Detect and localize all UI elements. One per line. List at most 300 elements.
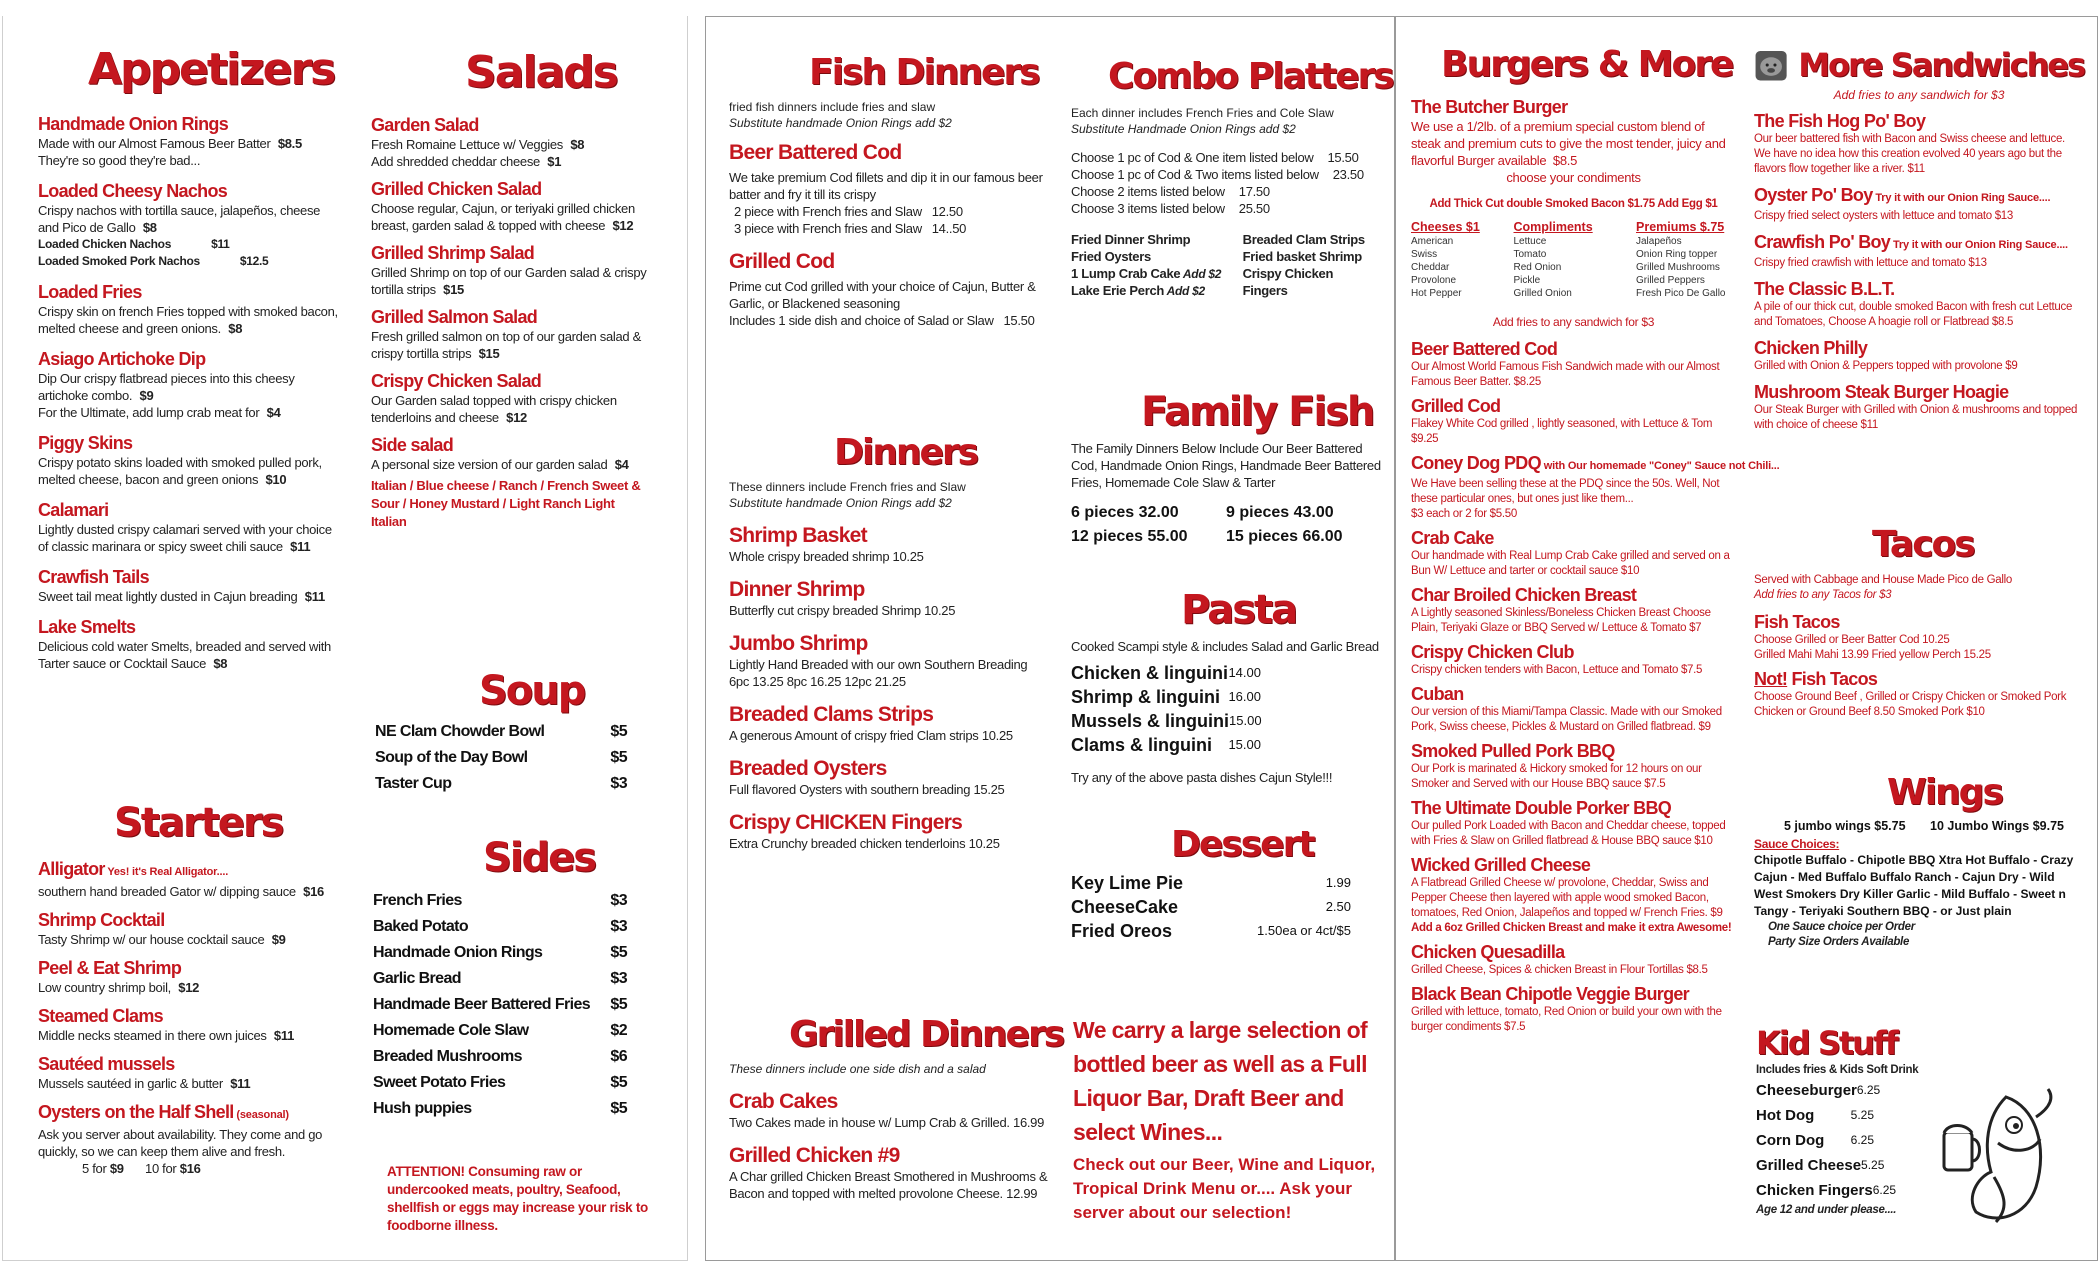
- item-name: Coney Dog PDQ with Our homemade "Coney" Sauce not Chili...: [1411, 453, 1780, 473]
- item-description: Whole crispy breaded shrimp 10.25: [729, 549, 924, 564]
- menu-item: [371, 435, 651, 473]
- menu-item: [371, 371, 651, 426]
- item-name: Cuban: [1411, 684, 1464, 704]
- fish-mascot-icon: [1936, 1077, 2056, 1227]
- item-name: Grilled Chicken Salad: [371, 179, 542, 199]
- item-description: A generous Amount of crispy fried Clam strips 10.25: [729, 728, 1013, 743]
- item-name: The Classic B.L.T.: [1754, 279, 1895, 299]
- item-tag: Try it with our Onion Ring Sauce....: [1872, 192, 2051, 204]
- item-price: $2: [610, 1022, 627, 1039]
- item-description: Our Pork is marinated & Hickory smoked for 12 hours on our Smoker and Served with our House BBQ sauce $7.5: [1411, 763, 1702, 790]
- combo-item: Crispy Chicken Fingers: [1242, 266, 1334, 298]
- condiment-option: American: [1411, 236, 1454, 247]
- item-price: $3: [610, 970, 627, 987]
- family-fish-title: Family Fish: [1141, 389, 1374, 435]
- item-description: Prime cut Cod grilled with your choice of Cajun, Butter & Garlic, or Blackened seasoning: [729, 279, 1036, 311]
- menu-item: Grilled Cod Prime cut Cod grilled with your choice of Cajun, Butter & Garlic, or Blackened seasoning Includes 1 side dish and choice of Salad or Slaw 15.50: [729, 249, 1049, 329]
- side-row: [373, 1070, 627, 1096]
- menu-item: Fish Tacos Choose Grilled or Beer Batter Cod 10.25 Grilled Mahi Mahi 13.99 Fried yellow Perch 15.25: [1754, 612, 1991, 661]
- item-price: $3: [610, 775, 627, 792]
- condiment-option: Onion Ring topper: [1636, 249, 1718, 260]
- soup-row: [375, 745, 627, 771]
- item-name: Taster Cup: [375, 775, 452, 792]
- side-row: [373, 1018, 627, 1044]
- side-row: [373, 966, 627, 992]
- item-name: Hush puppies: [373, 1100, 472, 1117]
- item-description: Our version of this Miami/Tampa Classic. Made with our Smoked Pork, Swiss cheese, Pickles & Mustard on Grilled flatbread. $9: [1411, 706, 1722, 733]
- item-price: 15.00: [1229, 713, 1262, 728]
- item-name: Loaded Cheesy Nachos: [38, 181, 228, 201]
- item-description: We use a 1/2lb. of a premium special custom blend of steak and premium cuts to give the most tender, juicy and flavorful Burger available $8.5: [1411, 119, 1726, 168]
- item-price: $3: [610, 918, 627, 935]
- menu-item: [1754, 111, 2084, 177]
- item-name: Homemade Cole Slaw: [373, 1022, 529, 1039]
- item-description: Choose regular, Cajun, or teriyaki grilled chicken breast, garden salad & topped with cheese $12: [371, 201, 635, 233]
- item-description: Grilled Shrimp on top of our Garden salad & crispy tortilla strips $15: [371, 265, 647, 297]
- sandwiches-section: More Sandwiches Add fries to any sandwich for $3 The Fish Hog Po' Boy Our beer battered fish with Bacon and Swiss cheese and lettuce. We have no idea how this creation evolved 40 years ago but the flavors flow together like a river. $11 Oyster Po' Boy Try it with our Onion Ring Sauce.... Crispy fried select oysters with lettuce and tomato $13 Crawfish Po' Boy Try it with our Onion Ring Sauce.... Crispy fried crawfish with lettuce and tomato $13 The Classic B.L.T. A pile of our thick cut, double smoked Bacon with fresh cut Lettuce and Tomatoes, Choose A hoagie roll or Flatbread $8.5 Chicken Philly Grilled with Onion & Peppers topped with provolone $9 Mushroom Steak Burger Hoagie Our Steak Burger with Grilled with Onion & mushrooms and topped with choice of cheese $11: [1754, 43, 2084, 433]
- item-description-extra: 6pc 13.25 8pc 16.25 12pc 21.25: [729, 674, 906, 689]
- item-description: Fresh grilled salmon on top of our garden salad & crispy tortilla strips $15: [371, 329, 642, 361]
- item-description: Mussels sautéed in garlic & butter $11: [38, 1076, 251, 1091]
- menu-item: [1411, 339, 1736, 390]
- menu-item: [38, 859, 338, 900]
- combo-choice: Choose 1 pc of Cod & One item listed below 15.50: [1071, 150, 1359, 165]
- item-name: Piggy Skins: [38, 433, 133, 453]
- burgers-title: Burgers & More: [1441, 44, 1733, 85]
- menu-item: [1411, 942, 1736, 978]
- sandwiches-title: More Sandwiches: [1798, 46, 2084, 84]
- item-price: $8: [567, 137, 585, 152]
- item-price: 1.99: [1325, 875, 1351, 890]
- item-price: $8: [224, 321, 243, 336]
- item-description: Made with our Almost Famous Beer Batter $8.5: [38, 136, 302, 151]
- starters-title: Starters: [114, 800, 283, 846]
- menu-item: [729, 810, 1049, 852]
- item-name: Breaded Mushrooms: [373, 1048, 522, 1065]
- item-price: 2.50: [1325, 899, 1351, 914]
- item-name: Crab Cakes: [729, 1090, 838, 1113]
- item-price: $11: [226, 1076, 251, 1091]
- combo-item: 1 Lump Crab Cake Add $2: [1071, 266, 1222, 281]
- menu-item: [729, 1143, 1049, 1202]
- fish-note: fried fish dinners include fries and slaw: [729, 100, 936, 114]
- item-price: $9: [268, 932, 286, 947]
- item-name: Loaded Fries: [38, 282, 142, 302]
- menu-item: [38, 910, 338, 948]
- item-price: 6.25: [1856, 1083, 1881, 1097]
- kid-stuff-title: Kid Stuff: [1756, 1024, 1897, 1062]
- menu-item: [38, 500, 338, 555]
- item-price: 14.00: [1228, 665, 1261, 680]
- item-name: Crawfish Tails: [38, 567, 149, 587]
- item-description-extra: $3 each or 2 for $5.50: [1411, 508, 1517, 520]
- item-price: $8: [210, 656, 228, 671]
- item-description: Butterfly cut crispy breaded Shrimp 10.25: [729, 603, 956, 618]
- item-price: $8: [139, 220, 157, 235]
- sandwiches-column: [1754, 17, 2084, 1260]
- item-name: Mussels & linguini: [1071, 711, 1230, 731]
- menu-item: [1754, 279, 2084, 330]
- combo-choice: Choose 3 items listed below 25.50: [1071, 201, 1270, 216]
- menu-item: [38, 1102, 338, 1177]
- dessert-row: [1071, 895, 1351, 919]
- menu-panel-left: [2, 16, 688, 1261]
- menu-panel-right: [1395, 16, 2098, 1261]
- item-name: Beer Battered Cod: [1411, 339, 1558, 359]
- item-name: Breaded Clams Strips: [729, 703, 934, 726]
- item-name: Side salad: [371, 435, 454, 455]
- item-name: Garden Salad: [371, 115, 479, 135]
- item-description: Crispy chicken tenders with Bacon, Lettuce and Tomato $7.5: [1411, 664, 1703, 676]
- grilled-dinners-title: Grilled Dinners: [789, 1014, 1064, 1055]
- item-name: The Ultimate Double Porker BBQ: [1411, 798, 1672, 818]
- item-price: $4: [611, 457, 629, 472]
- item-name: Grilled Cheese: [1756, 1157, 1862, 1174]
- side-row: [373, 1096, 627, 1122]
- item-price: $12: [609, 218, 634, 233]
- dressing-list: Italian / Blue cheese / Ranch / French Sweet & Sour / Honey Mustard / Light Ranch Light Italian: [371, 478, 641, 529]
- item-name: Key Lime Pie: [1071, 873, 1184, 893]
- item-price: $6: [610, 1048, 627, 1065]
- sides-title: Sides: [483, 835, 596, 881]
- item-name: Oysters on the Half Shell (seasonal): [38, 1102, 289, 1122]
- menu-item: [371, 243, 651, 298]
- fish-dinners-section: [729, 52, 1049, 329]
- item-description: Crispy fried crawfish with lettuce and tomato $13: [1754, 257, 1987, 269]
- item-description: A personal size version of our garden salad $4: [371, 457, 629, 472]
- item-name: Peel & Eat Shrimp: [38, 958, 182, 978]
- condiment-option: Swiss: [1411, 249, 1438, 260]
- item-description: Grilled with Onion & Peppers topped with provolone $9: [1754, 360, 2018, 372]
- menu-item: [38, 282, 338, 337]
- item-description: Lightly Hand Breaded with our own Southern Breading: [729, 657, 1028, 672]
- combo-item: Lake Erie Perch Add $2: [1071, 283, 1205, 298]
- menu-item: [1411, 585, 1736, 636]
- combo-choice: Choose 1 pc of Cod & Two items listed below 23.50: [1071, 167, 1364, 182]
- item-description: Lightly dusted crispy calamari served with your choice of classic marinara or spicy sweet chili sauce $11: [38, 522, 332, 554]
- fish-column: [729, 17, 1064, 1260]
- menu-item: [1411, 741, 1736, 792]
- item-name: Grilled Shrimp Salad: [371, 243, 535, 263]
- family-fish-section: Family Fish The Family Dinners Below Include Our Beer Battered Cod, Handmade Onion Rings, Handmade Beer Battered Fries, Homemade Cole Slaw & Tarter 6 pieces 32.00 12 pieces 55.00 9 pieces 43.00 15 pieces 66.00: [1071, 389, 1381, 545]
- fish-dinners-title: Fish Dinners: [809, 52, 1039, 93]
- combo-platters-title: Combo Platters: [1108, 56, 1393, 97]
- kid-row: [1756, 1103, 1874, 1128]
- item-description: Two Cakes made in house w/ Lump Crab & Grilled. 16.99: [729, 1115, 1045, 1130]
- item-description: Sweet tail meat lightly dusted in Cajun breading $11: [38, 589, 325, 604]
- item-description: Our handmade with Real Lump Crab Cake grilled and served on a Bun W/ Lettuce and tarter or cocktail sauce $10: [1411, 550, 1730, 577]
- item-name: Sautéed mussels: [38, 1054, 175, 1074]
- menu-item: [1411, 642, 1736, 678]
- condiment-option: Grilled Peppers: [1636, 275, 1705, 286]
- condiment-option: Provolone: [1411, 275, 1457, 286]
- item-description: Tasty Shrimp w/ our house cocktail sauce $9: [38, 932, 286, 947]
- item-name: Grilled Cod: [729, 250, 835, 273]
- condiment-table: Cheeses $1 American Swiss Cheddar Provolone Hot Pepper Compliments Lettuce Tomato Red Onion Pickle Grilled Onion Premiums $.75 Jalapeños Onion Ring topper Grilled Mushrooms Grilled Peppers Fresh Pico De Gallo: [1411, 219, 1736, 300]
- item-price: 6.25: [1850, 1133, 1874, 1147]
- pasta-row: [1071, 733, 1261, 757]
- menu-item: [1754, 185, 2084, 224]
- item-name: Handmade Beer Battered Fries: [373, 996, 591, 1013]
- item-name: The Fish Hog Po' Boy: [1754, 111, 1926, 131]
- item-name: Crispy Chicken Club: [1411, 642, 1574, 662]
- item-description: Crispy nachos with tortilla sauce, jalapeños, cheese and Pico de Gallo $8: [38, 203, 321, 235]
- menu-item: [1411, 855, 1736, 936]
- item-description: Ask you server about availability. They come and go quickly, so we can keep them alive and fresh.: [38, 1127, 323, 1159]
- dinners-title: Dinners: [834, 432, 978, 473]
- menu-item: [1411, 396, 1736, 447]
- pasta-row: [1071, 661, 1261, 685]
- item-name: Sweet Potato Fries: [373, 1074, 506, 1091]
- item-price: $5: [610, 944, 627, 961]
- item-description: Crispy potato skins loaded with smoked pulled pork, melted cheese, bacon and green onions $10: [38, 455, 322, 487]
- item-extra: 5 for $9 10 for $16: [82, 1161, 201, 1176]
- item-extra: Loaded Chicken Nachos $11: [38, 237, 230, 251]
- menu-item: Beer Battered Cod We take premium Cod fillets and dip it in our famous beer batter and fry it till its crispy 2 piece with French fries and Slaw 12.50 3 piece with French fries and Slaw 14..50: [729, 140, 1049, 237]
- item-name: Chicken & linguini: [1071, 663, 1229, 683]
- item-name: Grilled Cod: [1411, 396, 1501, 416]
- item-name: Breaded Oysters: [729, 757, 887, 780]
- combo-item: Fried basket Shrimp: [1242, 249, 1362, 264]
- item-description-extra: They're so good they're bad...: [38, 153, 201, 168]
- item-price: $11: [270, 1028, 295, 1043]
- item-name: Alligator Yes! it's Real Alligator....: [38, 859, 229, 879]
- menu-panel-middle: [705, 16, 1395, 1261]
- item-price: $12: [502, 410, 527, 425]
- menu-item: [38, 617, 338, 672]
- wings-section: Wings 5 jumbo wings $5.75 10 Jumbo Wings $9.75 Sauce Choices: Chipotle Buffalo - Chipotle BBQ Xtra Hot Buffalo - Crazy Cajun - Med Buffalo Buffalo Ranch - Cajun Dry - Wild West Smokers Dry Killer Garlic - Mild Buffalo - Sweet n Tangy - Teriyaki Southern BBQ - or Just plain One Sauce choice per Order Party Size Orders Available: [1754, 775, 2084, 950]
- item-description: Full flavored Oysters with southern breading 15.25: [729, 782, 1005, 797]
- item-price: $11: [286, 539, 311, 554]
- item-description: Extra Crunchy breaded chicken tenderloins 10.25: [729, 836, 1000, 851]
- item-price: $11: [301, 589, 325, 604]
- item-price: 6.25: [1872, 1183, 1897, 1197]
- combo-choice: Choose 2 items listed below 17.50: [1071, 184, 1270, 199]
- item-name: Clams & linguini: [1071, 735, 1213, 755]
- combo-items: [1071, 231, 1381, 299]
- item-description: Flakey White Cod grilled , lightly seasoned, with Lettuce & Tom $9.25: [1411, 418, 1713, 445]
- item-name: Crawfish Po' Boy Try it with our Onion Ring Sauce....: [1754, 232, 2068, 252]
- item-name: Grilled Salmon Salad: [371, 307, 538, 327]
- item-name: Grilled Chicken #9: [729, 1144, 900, 1167]
- item-price: 5.25: [1850, 1108, 1874, 1122]
- combo-column: [1071, 17, 1393, 1260]
- item-description: Middle necks steamed in there own juices $11: [38, 1028, 295, 1043]
- menu-item: [1411, 798, 1736, 849]
- item-name: Corn Dog: [1756, 1132, 1825, 1149]
- condiment-option: Jalapeños: [1636, 236, 1682, 247]
- menu-item: [1754, 232, 2084, 271]
- menu-item: [38, 958, 338, 996]
- menu-item: [38, 181, 338, 270]
- menu-item: [371, 307, 651, 362]
- item-name: Jumbo Shrimp: [729, 632, 868, 655]
- item-name: Dinner Shrimp: [729, 578, 865, 601]
- item-price: $5: [610, 749, 627, 766]
- menu-item: [1411, 984, 1736, 1035]
- item-price: 1.50ea or 4ct/$5: [1257, 923, 1351, 938]
- item-description: Grilled Cheese, Spices & chicken Breast in Flour Tortillas $8.5: [1411, 964, 1708, 976]
- side-row: [373, 914, 627, 940]
- item-name: Chicken Philly: [1754, 338, 1868, 358]
- item-name: Handmade Onion Rings: [373, 944, 543, 961]
- item-name: Shrimp & linguini: [1071, 687, 1220, 707]
- item-tag: Try it with our Onion Ring Sauce....: [1890, 239, 2068, 251]
- item-price: $5: [610, 1074, 627, 1091]
- item-price: $16: [299, 884, 324, 899]
- menu-item: [371, 179, 651, 234]
- item-name: Lake Smelts: [38, 617, 136, 637]
- item-price: $8.5: [274, 136, 302, 151]
- dessert-title: Dessert: [1171, 824, 1314, 865]
- item-name: Crab Cake: [1411, 528, 1494, 548]
- item-name: CheeseCake: [1071, 897, 1179, 917]
- item-name: Black Bean Chipotle Veggie Burger: [1411, 984, 1689, 1004]
- dessert-section: [1071, 824, 1381, 943]
- menu-item: [1411, 684, 1736, 735]
- dessert-row: [1071, 871, 1351, 895]
- condiment-option: Pickle: [1513, 275, 1541, 286]
- item-name: Soup of the Day Bowl: [375, 749, 528, 766]
- item-price: $15: [475, 346, 500, 361]
- sides-section: [373, 835, 627, 1122]
- kid-row: [1756, 1178, 1897, 1203]
- item-description: We take premium Cod fillets and dip it in our famous beer batter and fry it till its crispy: [729, 170, 1043, 202]
- item-name: Baked Potato: [373, 918, 469, 935]
- item-name: Char Broiled Chicken Breast: [1411, 585, 1637, 605]
- side-row: [373, 992, 627, 1018]
- menu-item: [729, 631, 1049, 690]
- side-row: [373, 940, 627, 966]
- item-name: Asiago Artichoke Dip: [38, 349, 206, 369]
- menu-item: [729, 1089, 1049, 1131]
- soup-row: [375, 719, 627, 745]
- appetizers-column: [38, 16, 338, 1260]
- item-price: 16.00: [1228, 689, 1261, 704]
- fish-substitute-note: Substitute handmade Onion Rings add $2: [729, 116, 952, 130]
- item-name: Handmade Onion Rings: [38, 114, 229, 134]
- item-description: Our Garden salad topped with crispy chicken tenderloins and cheese $12: [371, 393, 617, 425]
- item-tag: (seasonal): [233, 1109, 289, 1121]
- kid-stuff-section: Kid Stuff Includes fries & Kids Soft Drink Cheeseburger 6.25 Hot Dog 5.25 Corn Dog 6.25 Grilled Cheese 5.25 Chicken Fingers 6.25 Age 12 and under please....: [1756, 1027, 2086, 1218]
- item-price: $10: [262, 472, 287, 487]
- item-name: Cheeseburger: [1756, 1082, 1857, 1099]
- side-row: [373, 1044, 627, 1070]
- salads-column: [371, 16, 651, 1260]
- item-description: Our Almost World Famous Fish Sandwich made with our Almost Famous Beer Batter. $8.25: [1411, 361, 1720, 388]
- salads-section: [371, 47, 651, 531]
- item-tag: Yes! it's Real Alligator....: [104, 866, 229, 878]
- item-name: Hot Dog: [1756, 1107, 1815, 1124]
- grilled-dinners-section: Grilled Dinners These dinners include one side dish and a salad Crab Cakes Two Cakes made in house w/ Lump Crab & Grilled. 16.99 Grilled Chicken #9 A Char grilled Chicken Breast Smothered in Mushrooms & Bacon and topped with melted provolone Cheese. 12.99: [729, 1014, 1064, 1201]
- item-extra: Loaded Smoked Pork Nachos $12.5: [38, 254, 269, 268]
- combo-item: Fried Oysters: [1071, 249, 1151, 264]
- menu-item: [1411, 453, 1780, 522]
- combo-item: Breaded Clam Strips: [1242, 232, 1365, 247]
- item-name: Chicken Quesadilla: [1411, 942, 1565, 962]
- item-description: Dip Our crispy flatbread pieces into this cheesy artichoke combo. $9: [38, 371, 295, 403]
- item-description: Our beer battered fish with Bacon and Swiss cheese and lettuce. We have no idea how this creation evolved 40 years ago but the flavors flow together like a river. $11: [1754, 133, 2065, 175]
- pasta-row: [1071, 709, 1261, 733]
- condiment-option: Tomato: [1513, 249, 1547, 260]
- item-description: A Char grilled Chicken Breast Smothered in Mushrooms & Bacon and topped with melted provolone Cheese. 12.99: [729, 1169, 1048, 1201]
- item-name: French Fries: [373, 892, 462, 909]
- menu-item: [38, 349, 338, 421]
- salads-title: Salads: [465, 47, 617, 98]
- item-name: Chicken Fingers: [1756, 1182, 1873, 1199]
- burgers-section: Burgers & More The Butcher Burger We use a 1/2lb. of a premium special custom blend of steak and premium cuts to give the most tender, juicy and flavorful Burger available $8.5 choose your condiments Add Thick Cut double Smoked Bacon $1.75 Add Egg $1 Cheeses $1 American Swiss Cheddar Provolone Hot Pepper Compliments Lettuce Tomato Red Onion Pickle Grilled Onion Premiums $.75 Jalapeños Onion Ring topper Grilled Mushrooms Grilled Peppers Fresh Pico De Gallo Add fries to any sandwich for $3 Beer Battered Cod Our Almost World Famous Fish Sandwich made with our Almost Famous Beer Batter. $8.25 Grilled Cod Flakey White Cod grilled , lightly seasoned, with Lettuce & Tom $9.25 Coney Dog PDQ with Our homemade "Coney" Sauce not Chili... We Have been selling these at the PDQ since the 50s. Well, Not these particular ones, but ones just like them... $3 each or 2 for $5.50 Crab Cake Our handmade with Real Lump Crab Cake grilled and served on a Bun W/ Lettuce and tarter or cocktail sauce $10 Char Broiled Chicken Breast A Lightly seasoned Skinless/Boneless Chicken Breast Choose Plain, Teriyaki Glaze or BBQ Served w/ Lettuce & Tomato $7 Crispy Chicken Club Crispy chicken tenders with Bacon, Lettuce and Tomato $7.5 Cuban Our version of this Miami/Tampa Classic. Made with our Smoked Pork, Swiss cheese, Pickles & Mustard on Grilled flatbread. $9 Smoked Pulled Pork BBQ Our Pork is marinated & Hickory smoked for 12 hours on our Smoker and Served with our House BBQ sauce $7.5 The Ultimate Double Porker BBQ Our pulled Pork Loaded with Bacon and Cheddar cheese, topped with Fries & Slaw on Grilled flatbread & House BBQ sauce $10 Wicked Grilled Cheese A Flatbread Grilled Cheese w/ provolone, Cheddar, Swiss and Pepper Cheese then layered with apple wood smoked Bacon, tomatoes, Red Onion, Jalapeños and topped w/ French Fries. $9 Add a 6oz Grilled Chicken Breast and make it extra Awesome! Chicken Quesadilla Grilled Cheese, Spices & chicken Breast in Flour Tortillas $8.5 Black Bean Chipotle Veggie Burger Grilled with lettuce, tomato, Red Onion or build your own with the burger condiments $7.5: [1411, 44, 1780, 1033]
- appetizers-section: [38, 44, 338, 672]
- item-description: Fresh Romaine Lettuce w/ Veggies $8: [371, 137, 585, 152]
- item-name: Shrimp Cocktail: [38, 910, 165, 930]
- soup-row: [375, 771, 627, 797]
- attention-notice: ATTENTION! Consuming raw or undercooked meats, poultry, Seafood, shellfish or eggs may increase your risk to foodborne illness.: [387, 1164, 648, 1233]
- menu-item: [729, 702, 1049, 744]
- item-name: NE Clam Chowder Bowl: [375, 723, 545, 740]
- item-price: $9: [136, 388, 154, 403]
- item-tag: with Our homemade "Coney" Sauce not Chili...: [1540, 460, 1780, 472]
- tacos-title: Tacos: [1872, 524, 1974, 565]
- item-description-extra: For the Ultimate, add lump crab meat for $4: [38, 405, 281, 420]
- item-description: Our pulled Pork Loaded with Bacon and Cheddar cheese, topped with Fries & Slaw on Grilled flatbread & House BBQ sauce $10: [1411, 820, 1726, 847]
- item-description: A pile of our thick cut, double smoked Bacon with fresh cut Lettuce and Tomatoes, Choose A hoagie roll or Flatbread $8.5: [1754, 301, 2073, 328]
- tacos-section: Tacos Served with Cabbage and House Made Pico de Gallo Add fries to any Tacos for $3 Fish Tacos Choose Grilled or Beer Batter Cod 10.25 Grilled Mahi Mahi 13.99 Fried yellow Perch 15.25 Not! Fish Tacos Choose Ground Beef , Grilled or Crispy Chicken or Smoked Pork Chicken or Ground Beef 8.50 Smoked Pork $10: [1754, 527, 2084, 720]
- wings-title: Wings: [1887, 772, 2002, 813]
- item-name: Wicked Grilled Cheese: [1411, 855, 1591, 875]
- item-description: Crispy skin on french Fries topped with smoked bacon, melted cheese and green onions. $8: [38, 304, 338, 336]
- item-description: Delicious cold water Smelts, breaded and served with Tarter sauce or Cocktail Sauce $8: [38, 639, 331, 671]
- burgers-column: [1411, 17, 1780, 1260]
- item-name: Garlic Bread: [373, 970, 461, 987]
- menu-item: [371, 115, 651, 170]
- item-price: $15: [439, 282, 464, 297]
- kid-row: [1756, 1153, 1885, 1178]
- item-price: 5.25: [1861, 1158, 1885, 1172]
- combo-platters-section: Combo Platters Each dinner includes French Fries and Cole Slaw Substitute Handmade Onion Rings add $2 Choose 1 pc of Cod & One item listed below 15.50 Choose 1 pc of Cod & Two items listed below 23.50 Choose 2 items listed below 17.50 Choose 3 items listed below 25.50 Fried Dinner Shrimp Fried Oysters 1 Lump Crab Cake Add $2 Lake Erie Perch Add $2 Breaded Clam Strips Fried basket Shrimp Crispy Chicken Fingers: [1071, 56, 1393, 298]
- menu-item: [729, 577, 1049, 619]
- item-name: Steamed Clams: [38, 1006, 163, 1026]
- item-description: Our Steak Burger with Grilled with Onion & mushrooms and topped with choice of cheese $11: [1754, 404, 2078, 431]
- kid-row: [1756, 1078, 1881, 1103]
- condiment-option: Red Onion: [1513, 262, 1562, 273]
- pasta-row: [1071, 685, 1261, 709]
- bar-promo: We carry a large selection of bottled beer as well as a Full Liquor Bar, Draft Beer and select Wines... Check out our Beer, Wine and Liquor, Tropical Drink Menu or.... Ask your server about our selection!: [1073, 1017, 1376, 1222]
- pasta-section: Pasta Cooked Scampi style & includes Salad and Garlic Bread Chicken & linguini 14.00 Shrimp & linguini 16.00 Mussels & linguini 15.00 Clams & linguini 15.00 Try any of the above pasta dishes Cajun Style!!!: [1071, 590, 1381, 786]
- item-name: Shrimp Basket: [729, 524, 867, 547]
- item-name: Oyster Po' Boy Try it with our Onion Ring Sauce....: [1754, 185, 2051, 205]
- menu-item: [38, 1006, 338, 1044]
- menu-item: [38, 433, 338, 488]
- item-name: Fried Oreos: [1071, 921, 1173, 941]
- item-description: Low country shrimp boil, $12: [38, 980, 200, 995]
- menu-item: [38, 1054, 338, 1092]
- condiment-option: Fresh Pico De Gallo: [1636, 288, 1726, 299]
- item-description: A Flatbread Grilled Cheese w/ provolone, Cheddar, Swiss and Pepper Cheese then layered with apple wood smoked Bacon, tomatoes, Red Onion, Jalapeños and topped w/ French Fries. $9: [1411, 877, 1723, 919]
- item-price: $3: [610, 892, 627, 909]
- item-price: $5: [610, 723, 627, 740]
- item-description: southern hand breaded Gator w/ dipping sauce $16: [38, 884, 324, 899]
- item-price: 15.00: [1228, 737, 1261, 752]
- soup-title: Soup: [479, 668, 585, 714]
- item-name: Beer Battered Cod: [729, 141, 902, 164]
- appetizers-title: Appetizers: [88, 44, 335, 95]
- item-price: $12: [174, 980, 200, 995]
- combo-item: Fried Dinner Shrimp: [1071, 232, 1191, 247]
- item-price: $5: [610, 996, 627, 1013]
- item-name: Smoked Pulled Pork BBQ: [1411, 741, 1615, 761]
- soup-section: [375, 668, 627, 797]
- menu-item: [729, 523, 1049, 565]
